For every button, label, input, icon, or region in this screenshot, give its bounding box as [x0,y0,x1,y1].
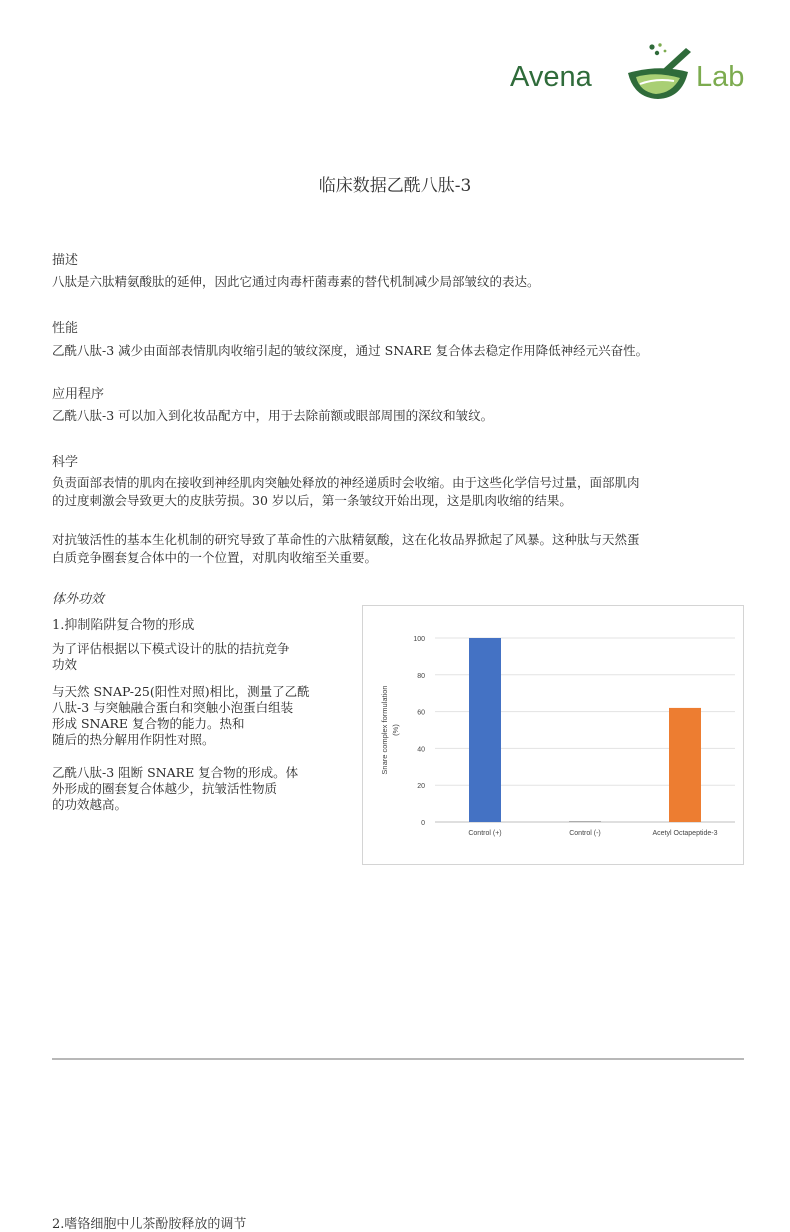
x-tick-label: Acetyl Octapeptide-3 [652,830,718,837]
science-line-2: 的过度刺激会导致更大的皮肤劳损。30 岁以后，第一条皱纹开始出现，这是肌肉收缩的结果。 [52,493,572,508]
x-tick-label: Control (+) [468,830,502,837]
bar-2 [669,708,701,822]
result-line-2: 外形成的圈套复合体越少，抗皱活性物质 [52,781,278,796]
snare-chart [362,605,744,865]
mortar-leaf-icon [616,40,696,102]
science2-line-2: 白质竞争圈套复合体中的一个位置，对肌肉收缩至关重要。 [52,550,378,565]
y-tick-label: 80 [417,672,425,680]
section-text-performance: 乙酰八肽-3 减少由面部表情肌肉收缩引起的皱纹深度，通过 SNARE 复合体去稳定作用降低神经元兴奋性。 [52,343,649,358]
result-line-3: 的功效越高。 [52,797,128,812]
method-line-2: 八肽-3 与突触融合蛋白和突触小泡蛋白组装 [52,700,294,715]
page-title: 临床数据乙酰八肽-3 [318,176,472,196]
section-heading-performance: 性能 [52,321,79,336]
snare-chart-svg [363,606,743,864]
section-text-science [52,474,742,510]
purpose-line-2: 功效 [52,657,78,672]
science-line-1: 负责面部表情的肌肉在接收到神经肌肉突触处释放的神经递质时会收缩。由于这些化学信号过量，面部肌肉 [52,475,640,490]
y-axis-label: (%) [391,724,400,736]
invitro-result [52,765,298,813]
section-text-application: 乙酰八肽-3 可以加入到化妆品配方中，用于去除前额或眼部周围的深纹和皱纹。 [52,408,494,423]
method-line-1: 与天然 SNAP-25(阳性对照)相比，测量了乙酰 [52,684,310,699]
invitro-heading: 体外功效 [52,592,105,607]
y-axis-label: Snare complex formulation [380,685,389,775]
y-tick-label: 40 [417,746,425,754]
x-tick-label: Control (-) [569,830,601,837]
section-divider [52,1058,744,1060]
method-line-3: 形成 SNARE 复合物的能力。热和 [52,716,245,731]
invitro-subheading: 1.抑制陷阱复合物的形成 [52,618,195,633]
section-heading-science: 科学 [52,455,79,470]
y-tick-label: 60 [417,709,425,717]
bar-1 [569,821,601,822]
y-tick-label: 100 [413,636,425,643]
purpose-line-1: 为了评估根据以下模式设计的肽的拮抗竞争 [52,641,290,656]
science2-line-1: 对抗皱活性的基本生化机制的研究导致了革命性的六肽精氨酸，这在化妆品界掀起了风暴。这种肽与天然蛋 [52,532,640,547]
section-heading-description: 描述 [52,253,79,268]
next-section-heading: 2.嗜铬细胞中儿茶酚胺释放的调节 [52,1217,247,1232]
bar-0 [469,638,501,822]
science-paragraph-2 [52,531,742,567]
section-text-description: 八肽是六肽精氨酸肽的延伸，因此它通过肉毒杆菌毒素的替代机制减少局部皱纹的表达。 [52,274,540,289]
method-line-4: 随后的热分解用作阴性对照。 [52,732,215,747]
invitro-purpose [52,641,290,673]
invitro-method [52,684,310,748]
y-tick-label: 0 [421,820,425,827]
y-tick-label: 20 [417,783,425,791]
brand-logo [508,40,758,105]
logo-text-avena: Avena [510,61,592,93]
logo-text-lab: Lab [696,61,745,93]
result-line-1: 乙酰八肽-3 阻断 SNARE 复合物的形成。体 [52,765,299,780]
section-heading-application: 应用程序 [52,387,105,402]
